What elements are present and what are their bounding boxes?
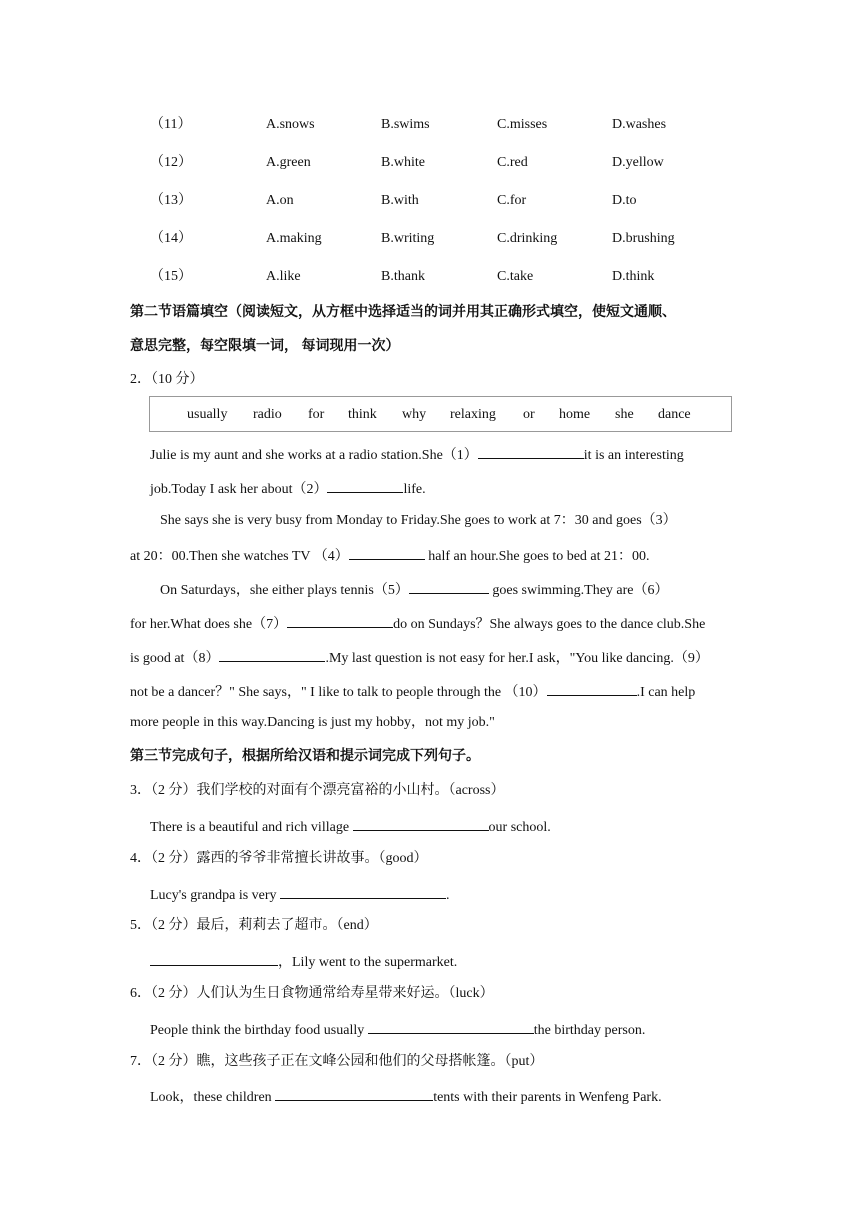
passage-text: Julie is my aunt and she works at a radio station.She（1） xyxy=(150,448,478,463)
answer-text: There is a beautiful and rich village xyxy=(150,820,353,835)
answer-text: our school. xyxy=(488,820,551,835)
passage-line xyxy=(160,512,677,530)
word-bank-word: home xyxy=(559,407,591,422)
option-a: A.making xyxy=(266,231,322,246)
question-number: （14） xyxy=(150,231,192,246)
passage-line xyxy=(160,579,669,600)
answer-line xyxy=(150,1019,645,1040)
word-bank-word: dance xyxy=(658,407,691,422)
passage-text: it is an interesting xyxy=(583,448,684,463)
passage-line xyxy=(150,444,684,465)
passage-text: On Saturdays，she either plays tennis（5） xyxy=(160,583,409,598)
blank-2[interactable] xyxy=(327,478,403,493)
answer-text: ，Lily went to the supermarket. xyxy=(278,955,458,970)
word-bank-word: why xyxy=(402,407,427,422)
answer-blank-6[interactable] xyxy=(368,1019,534,1034)
question-prompt: 7．（2 分）瞧，这些孩子正在文峰公园和他们的父母搭帐篷。（put） xyxy=(130,1054,544,1069)
word-bank-word: think xyxy=(348,407,377,422)
passage-text: more people in this way.Dancing is just my hobby，not my job." xyxy=(130,715,495,730)
answer-blank-7[interactable] xyxy=(275,1086,433,1101)
passage-text: at 20：00.Then she watches TV （4） xyxy=(130,549,349,564)
question-number: （11） xyxy=(150,117,192,132)
question-number: （15） xyxy=(150,269,192,284)
passage-text: job.Today I ask her about（2） xyxy=(150,482,328,497)
passage-text: life. xyxy=(403,482,426,497)
answer-text: People think the birthday food usually xyxy=(150,1023,368,1038)
passage-text: .I can help xyxy=(636,685,696,700)
answer-text: . xyxy=(446,888,450,903)
passage-text: .My last question is not easy for her.I ask，"You like dancing.（9） xyxy=(325,651,709,666)
question-label: 2．（10 分） xyxy=(130,372,204,387)
blank-10[interactable] xyxy=(547,681,637,696)
option-a: A.on xyxy=(266,193,294,208)
question-prompt: 5．（2 分）最后，莉莉去了超市。（end） xyxy=(130,918,378,933)
answer-blank-5[interactable] xyxy=(150,951,278,966)
option-a: A.like xyxy=(266,269,301,284)
question-number: （13） xyxy=(150,193,192,208)
option-d: D.washes xyxy=(612,117,667,132)
passage-text: goes swimming.They are（6） xyxy=(488,583,669,598)
blank-8[interactable] xyxy=(219,647,325,662)
question-prompt: 4．（2 分）露西的爷爷非常擅长讲故事。（good） xyxy=(130,851,428,866)
option-d: D.to xyxy=(612,193,637,208)
passage-text: is good at（8） xyxy=(130,651,220,666)
answer-line xyxy=(150,884,450,905)
option-d: D.brushing xyxy=(612,231,675,246)
answer-text: Look，these children xyxy=(150,1090,276,1105)
option-d: D.think xyxy=(612,269,655,284)
section2-heading: 第二节语篇填空（阅读短文，从方框中选择适当的词并用其正确形式填空，使短文通顺、 xyxy=(130,305,676,320)
option-b: B.white xyxy=(381,155,425,170)
option-c: C.red xyxy=(497,155,528,170)
option-c: C.take xyxy=(497,269,534,284)
option-b: B.thank xyxy=(381,269,425,284)
passage-text: for her.What does she（7） xyxy=(130,617,288,632)
answer-blank-3[interactable] xyxy=(353,816,489,831)
question-prompt: 3．（2 分）我们学校的对面有个漂亮富裕的小山村。（across） xyxy=(130,783,505,798)
word-bank-word: radio xyxy=(253,407,282,422)
option-b: B.swims xyxy=(381,117,430,132)
blank-7[interactable] xyxy=(287,613,393,628)
passage-text: not be a dancer？" She says，" I like to talk to people through the （10） xyxy=(130,685,547,700)
word-bank-word: she xyxy=(615,407,634,422)
section2-heading-cont: 意思完整，每空限填一词， 每词现用一次） xyxy=(130,339,400,354)
passage-line xyxy=(130,613,705,634)
question-number: （12） xyxy=(150,155,192,170)
answer-text: tents with their parents in Wenfeng Park. xyxy=(433,1090,662,1105)
question-prompt: 6．（2 分）人们认为生日食物通常给寿星带来好运。（luck） xyxy=(130,986,494,1001)
blank-5[interactable] xyxy=(409,579,489,594)
blank-1[interactable] xyxy=(478,444,584,459)
passage-line xyxy=(150,478,426,499)
passage-text: She says she is very busy from Monday to Friday.She goes to work at 7：30 and goes（3） xyxy=(160,513,677,528)
word-bank-word: or xyxy=(523,407,535,422)
answer-line xyxy=(150,816,551,837)
answer-text: Lucy's grandpa is very xyxy=(150,888,281,903)
answer-line xyxy=(150,1086,662,1107)
word-bank-box xyxy=(149,396,732,432)
word-bank-word: relaxing xyxy=(450,407,496,422)
blank-4[interactable] xyxy=(349,545,425,560)
option-b: B.writing xyxy=(381,231,435,246)
option-c: C.for xyxy=(497,193,527,208)
answer-blank-4[interactable] xyxy=(280,884,446,899)
option-a: A.snows xyxy=(266,117,315,132)
word-bank-word: for xyxy=(308,407,325,422)
option-a: A.green xyxy=(266,155,311,170)
option-b: B.with xyxy=(381,193,419,208)
passage-line xyxy=(130,714,495,732)
answer-line xyxy=(150,951,457,972)
passage-text: do on Sundays？She always goes to the dance club.She xyxy=(393,617,706,632)
answer-text: the birthday person. xyxy=(533,1023,646,1038)
passage-text: half an hour.She goes to bed at 21：00. xyxy=(424,549,650,564)
option-c: C.drinking xyxy=(497,231,558,246)
word-bank-word: usually xyxy=(187,407,228,422)
section3-heading: 第三节完成句子，根据所给汉语和提示词完成下列句子。 xyxy=(130,749,480,764)
passage-line xyxy=(130,681,695,702)
option-c: C.misses xyxy=(497,117,548,132)
passage-line xyxy=(130,647,709,668)
option-d: D.yellow xyxy=(612,155,664,170)
passage-line xyxy=(130,545,650,566)
